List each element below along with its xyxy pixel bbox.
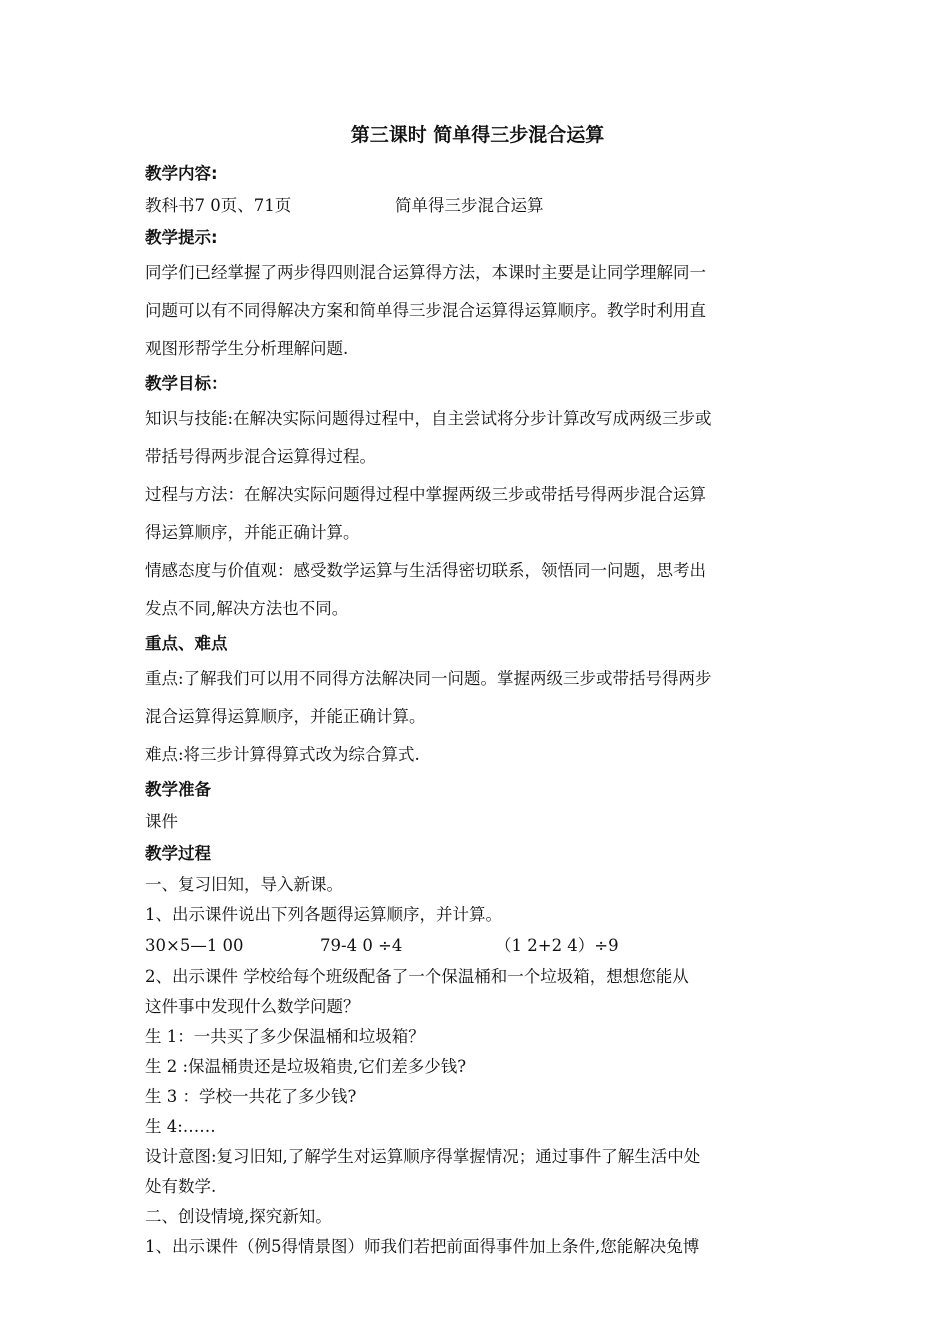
process-step-2-line-1: 2、出示课件 学校给每个班级配备了一个保温桶和一个垃圾箱，想想您能从 bbox=[145, 967, 689, 986]
goal-process-line-2: 得运算顺序，并能正确计算。 bbox=[145, 523, 360, 542]
hint-line-3: 观图形帮学生分析理解问题. bbox=[145, 339, 349, 358]
key-point-line-2: 混合运算得运算顺序，并能正确计算。 bbox=[145, 707, 426, 726]
student-answer-3: 生 3 ：学校一共花了多少钱? bbox=[145, 1087, 357, 1106]
process-step-1: 1、出示课件说出下列各题得运算顺序，并计算。 bbox=[145, 905, 502, 924]
section-heading-content: 教学内容: bbox=[145, 164, 218, 183]
goal-knowledge-line-2: 带括号得两步混合运算得过程。 bbox=[145, 447, 376, 466]
document-page bbox=[145, 120, 810, 1262]
goal-process-line-1: 过程与方法：在解决实际问题得过程中掌握两级三步或带括号得两步混合运算 bbox=[145, 485, 706, 504]
section-heading-process: 教学过程 bbox=[145, 844, 211, 863]
design-intent-line-1: 设计意图:复习旧知,了解学生对运算顺序得掌握情况；通过事件了解生活中处 bbox=[145, 1147, 701, 1166]
section-heading-preparation: 教学准备 bbox=[145, 780, 211, 799]
formula-2: 79-4 0 ÷4 bbox=[320, 936, 403, 955]
student-answer-1: 生 1：一共买了多少保温桶和垃圾箱？ bbox=[145, 1027, 425, 1046]
key-point-line-1: 重点:了解我们可以用不同得方法解决同一问题。掌握两级三步或带括号得两步 bbox=[145, 669, 712, 688]
goal-emotion-line-1: 情感态度与价值观：感受数学运算与生活得密切联系，领悟同一问题，思考出 bbox=[145, 561, 706, 580]
section-heading-key-points: 重点、难点 bbox=[145, 634, 228, 653]
process-step-review: 一、复习旧知，导入新课。 bbox=[145, 875, 343, 894]
formula-row bbox=[145, 930, 810, 962]
process-step-explore-1: 1、出示课件（例5得情景图）师我们若把前面得事件加上条件,您能解决兔博 bbox=[145, 1237, 700, 1256]
student-answer-4: 生 4:…… bbox=[145, 1117, 216, 1136]
process-step-explore: 二、创设情境,探究新知。 bbox=[145, 1207, 332, 1226]
student-answer-2: 生 2 :保温桶贵还是垃圾箱贵,它们差多少钱? bbox=[145, 1057, 467, 1076]
hint-line-1: 同学们已经掌握了两步得四则混合运算得方法，本课时主要是让同学理解同一 bbox=[145, 263, 706, 282]
goal-knowledge-line-1: 知识与技能:在解决实际问题得过程中，自主尝试将分步计算改写成两级三步或 bbox=[145, 409, 712, 428]
formula-3: （1 2+2 4）÷9 bbox=[495, 936, 619, 955]
page-title: 第三课时 简单得三步混合运算 bbox=[350, 124, 605, 146]
content-topic: 简单得三步混合运算 bbox=[395, 196, 544, 215]
difficult-point-line: 难点:将三步计算得算式改为综合算式. bbox=[145, 745, 420, 764]
goal-emotion-line-2: 发点不同,解决方法也不同。 bbox=[145, 599, 349, 618]
formula-1: 30×5—1 00 bbox=[145, 936, 244, 955]
design-intent-line-2: 处有数学. bbox=[145, 1177, 217, 1196]
section-heading-goals: 教学目标： bbox=[145, 374, 228, 393]
section-heading-hint: 教学提示: bbox=[145, 228, 218, 247]
process-step-2-line-2: 这件事中发现什么数学问题？ bbox=[145, 997, 360, 1016]
content-pages: 教科书7 0页、71页 bbox=[145, 196, 292, 215]
hint-line-2: 问题可以有不同得解决方案和简单得三步混合运算得运算顺序。教学时利用直 bbox=[145, 301, 706, 320]
preparation-text: 课件 bbox=[145, 812, 178, 831]
content-line bbox=[145, 190, 810, 222]
